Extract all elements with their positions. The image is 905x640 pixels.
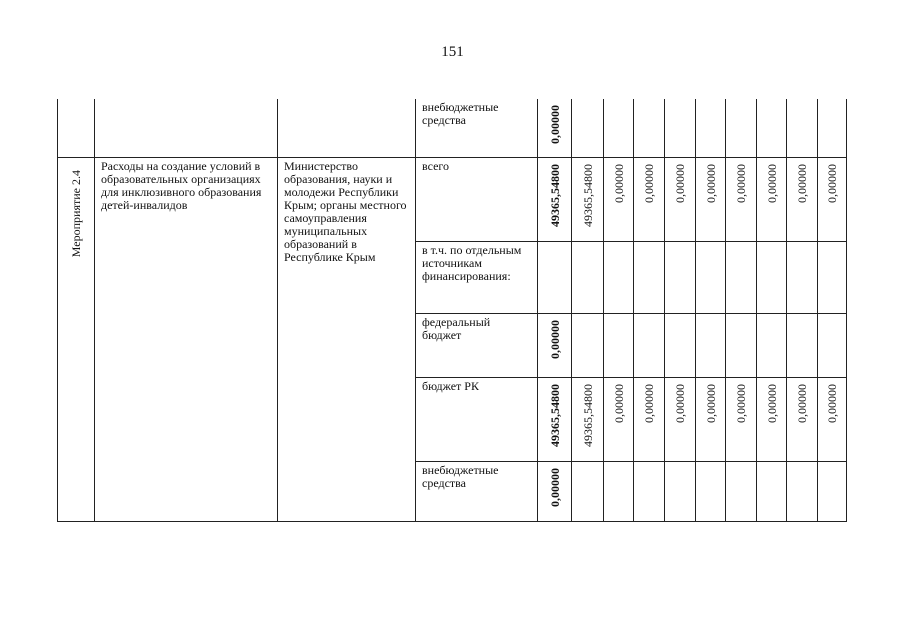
- year-value: 0,00000: [673, 383, 687, 423]
- source-cell: [416, 157, 538, 241]
- year-value: 49365,54800: [580, 163, 595, 227]
- continuation-row: [58, 99, 847, 157]
- total-value: 49365,54800: [547, 383, 562, 447]
- measure-label: Мероприятие 2.4: [68, 169, 83, 257]
- year-value: 0,00000: [734, 383, 748, 423]
- year-value: 0,00000: [642, 383, 656, 423]
- total-value: 0,00000: [547, 319, 562, 359]
- year-value: 0,00000: [764, 383, 779, 423]
- source-cell: [416, 313, 538, 377]
- year-value: 0,00000: [703, 163, 718, 203]
- total-value: 49365,54800: [547, 163, 562, 227]
- total-value: 0,00000: [547, 467, 562, 507]
- year-value: 0,00000: [611, 163, 626, 203]
- source-label: внебюджетные средства: [422, 100, 499, 127]
- total-cell: [538, 157, 572, 241]
- executor: Министерство образования, науки и молодежи Республики Крым; органы местного самоуправления муниципальных образований в Республике Крым: [284, 158, 407, 264]
- source-label: федеральный бюджет: [422, 314, 491, 342]
- total-cell: [538, 461, 572, 521]
- year-value: 0,00000: [825, 383, 839, 423]
- year-value: 0,00000: [825, 163, 839, 203]
- executor-cell: [278, 157, 416, 521]
- source-label: всего: [422, 158, 450, 173]
- year-value: 0,00000: [611, 383, 626, 423]
- year-value: 0,00000: [734, 163, 748, 203]
- year-value: 0,00000: [795, 383, 809, 423]
- page-number: 151: [441, 44, 464, 60]
- year-value: 0,00000: [703, 383, 718, 423]
- year-value: 0,00000: [795, 163, 809, 203]
- source-cell: [416, 377, 538, 461]
- total-cell: [538, 241, 572, 313]
- total-cell: [538, 377, 572, 461]
- source-cell: [416, 99, 538, 157]
- source-label: внебюджетные средства: [422, 462, 499, 490]
- total-value: 0,00000: [547, 105, 562, 144]
- year-value: 0,00000: [673, 163, 687, 203]
- source-cell: [416, 461, 538, 521]
- year-value: 0,00000: [642, 163, 656, 203]
- source-cell: [416, 241, 538, 313]
- measure-label-cell: [58, 157, 95, 521]
- source-label: бюджет РК: [422, 378, 479, 393]
- cell-empty: [278, 99, 416, 157]
- year-value: 0,00000: [764, 163, 779, 203]
- source-label: в т.ч. по отдельным источникам финансирования:: [422, 242, 522, 283]
- measure-description: Расходы на создание условий в образовательных организациях для инклюзивного образования детей-инвалидов: [101, 158, 262, 212]
- table-row: [58, 157, 847, 241]
- total-cell: [538, 313, 572, 377]
- cell-empty: [95, 99, 278, 157]
- total-cell: [538, 99, 572, 157]
- measure-description-cell: [95, 157, 278, 521]
- year-value: 49365,54800: [580, 383, 595, 447]
- budget-table: [57, 99, 847, 522]
- cell-empty: [58, 99, 95, 157]
